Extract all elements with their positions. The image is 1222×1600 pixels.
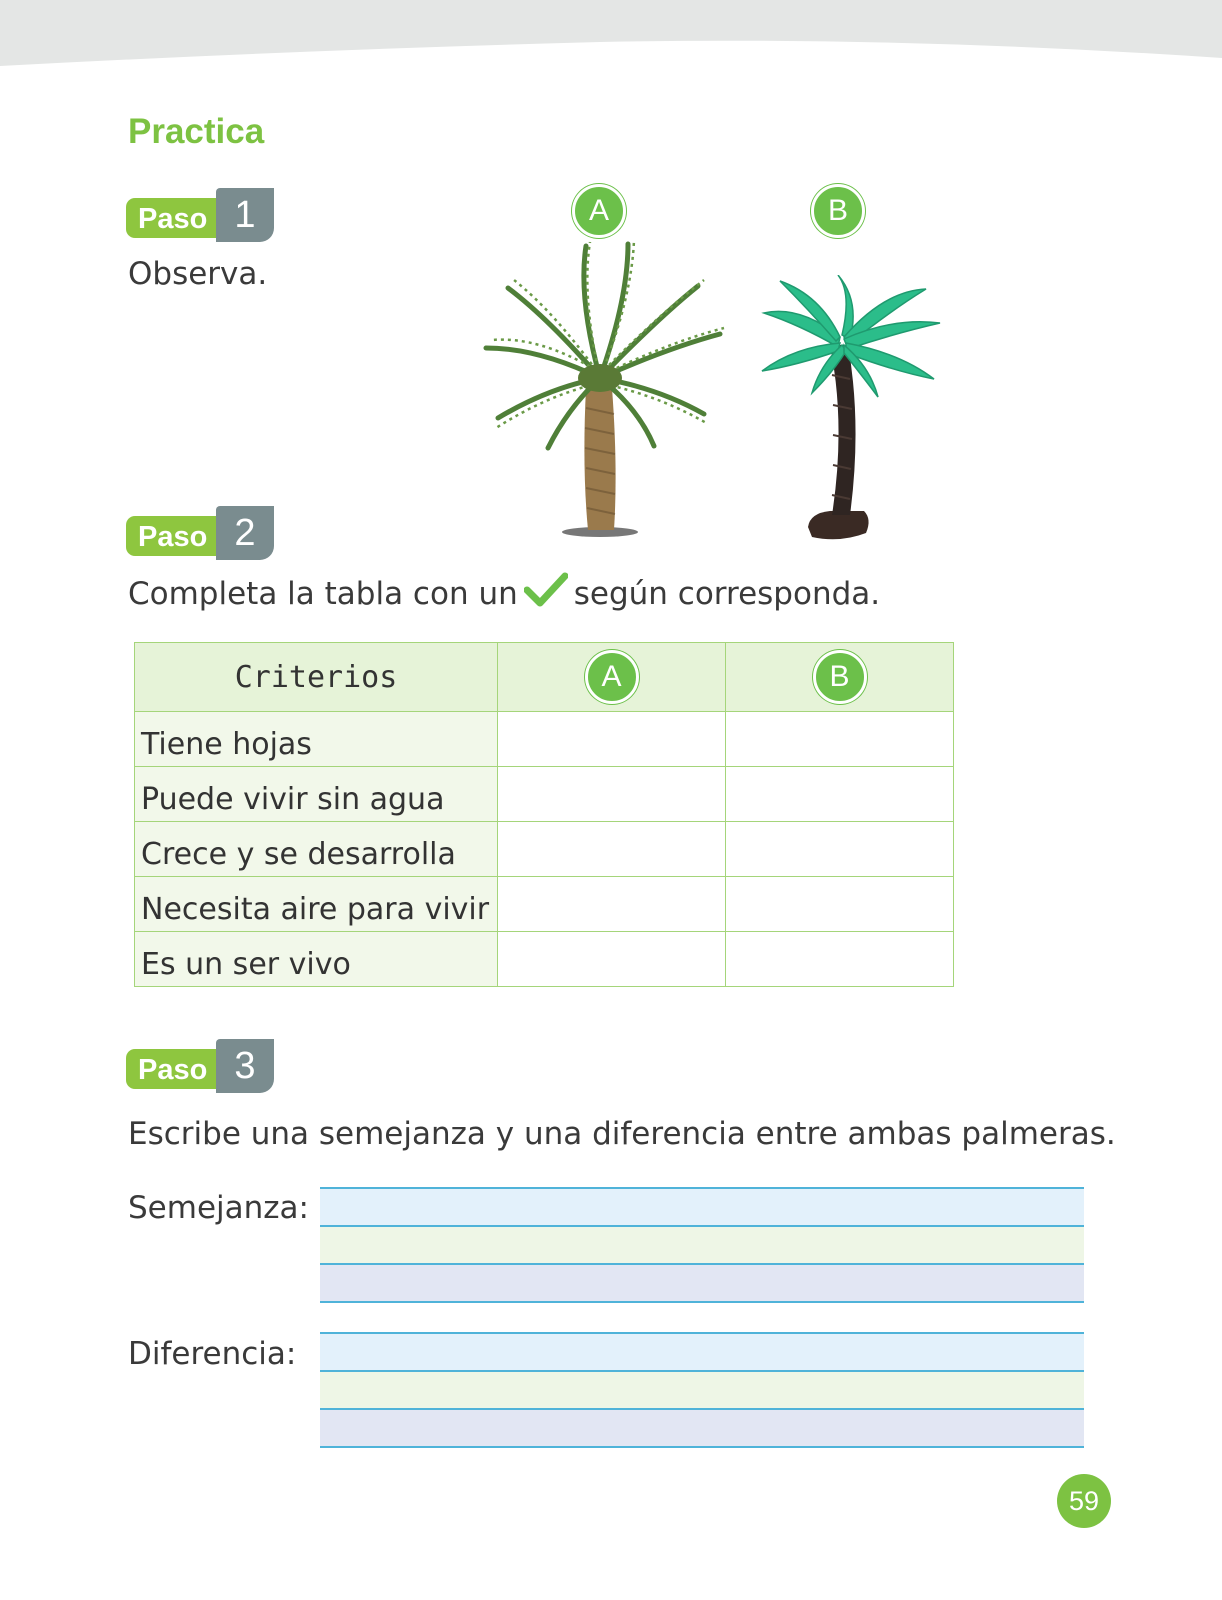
table-row (135, 822, 954, 877)
difference-writing-lines[interactable] (320, 1332, 1084, 1448)
criterion-label: Crece y se desarrolla (135, 822, 498, 877)
answer-cell-b[interactable] (726, 822, 954, 877)
table-row (135, 767, 954, 822)
answer-cell-a[interactable] (498, 767, 726, 822)
header-col-b (726, 643, 954, 712)
header-col-a (498, 643, 726, 712)
step-number: 2 (216, 506, 274, 560)
answer-cell-b[interactable] (726, 932, 954, 987)
step-label: Paso (126, 516, 236, 556)
answer-cell-a[interactable] (498, 712, 726, 767)
column-a-label: A (585, 650, 639, 704)
table-row (135, 877, 954, 932)
criterion-label: Es un ser vivo (135, 932, 498, 987)
similarity-writing-lines[interactable] (320, 1187, 1084, 1303)
step-1-instruction: Observa. (128, 256, 268, 292)
step-label: Paso (126, 1049, 236, 1089)
real-palm-tree-image (478, 238, 728, 543)
step-2-badge (126, 506, 276, 562)
image-b-label: B (811, 184, 865, 238)
step-number: 3 (216, 1039, 274, 1093)
answer-cell-b[interactable] (726, 712, 954, 767)
criterion-label: Tiene hojas (135, 712, 498, 767)
answer-cell-a[interactable] (498, 877, 726, 932)
top-decorative-band (0, 0, 1222, 80)
page-number: 59 (1057, 1474, 1111, 1528)
step-1-badge (126, 188, 276, 244)
answer-cell-a[interactable] (498, 932, 726, 987)
checkmark-icon (524, 572, 568, 608)
table-row (135, 712, 954, 767)
step-number: 1 (216, 188, 274, 242)
instruction-text-after: según corresponda. (573, 576, 881, 612)
answer-cell-b[interactable] (726, 767, 954, 822)
answer-cell-b[interactable] (726, 877, 954, 932)
step-2-instruction (128, 572, 880, 612)
page-title: Practica (128, 112, 265, 151)
difference-label: Diferencia: (128, 1336, 297, 1372)
criteria-table (134, 642, 954, 987)
criterion-label: Necesita aire para vivir (135, 877, 498, 932)
column-b-label: B (813, 650, 867, 704)
toy-palm-tree-image (760, 275, 945, 547)
step-label: Paso (126, 198, 236, 238)
answer-cell-a[interactable] (498, 822, 726, 877)
step-3-badge (126, 1039, 276, 1095)
instruction-text-before: Completa la tabla con un (128, 576, 518, 612)
similarity-label: Semejanza: (128, 1190, 309, 1226)
table-row (135, 932, 954, 987)
criterion-label: Puede vivir sin agua (135, 767, 498, 822)
step-3-instruction: Escribe una semejanza y una diferencia entre ambas palmeras. (128, 1116, 1116, 1152)
image-a-label: A (572, 184, 626, 238)
header-criteria: Criterios (135, 643, 498, 712)
